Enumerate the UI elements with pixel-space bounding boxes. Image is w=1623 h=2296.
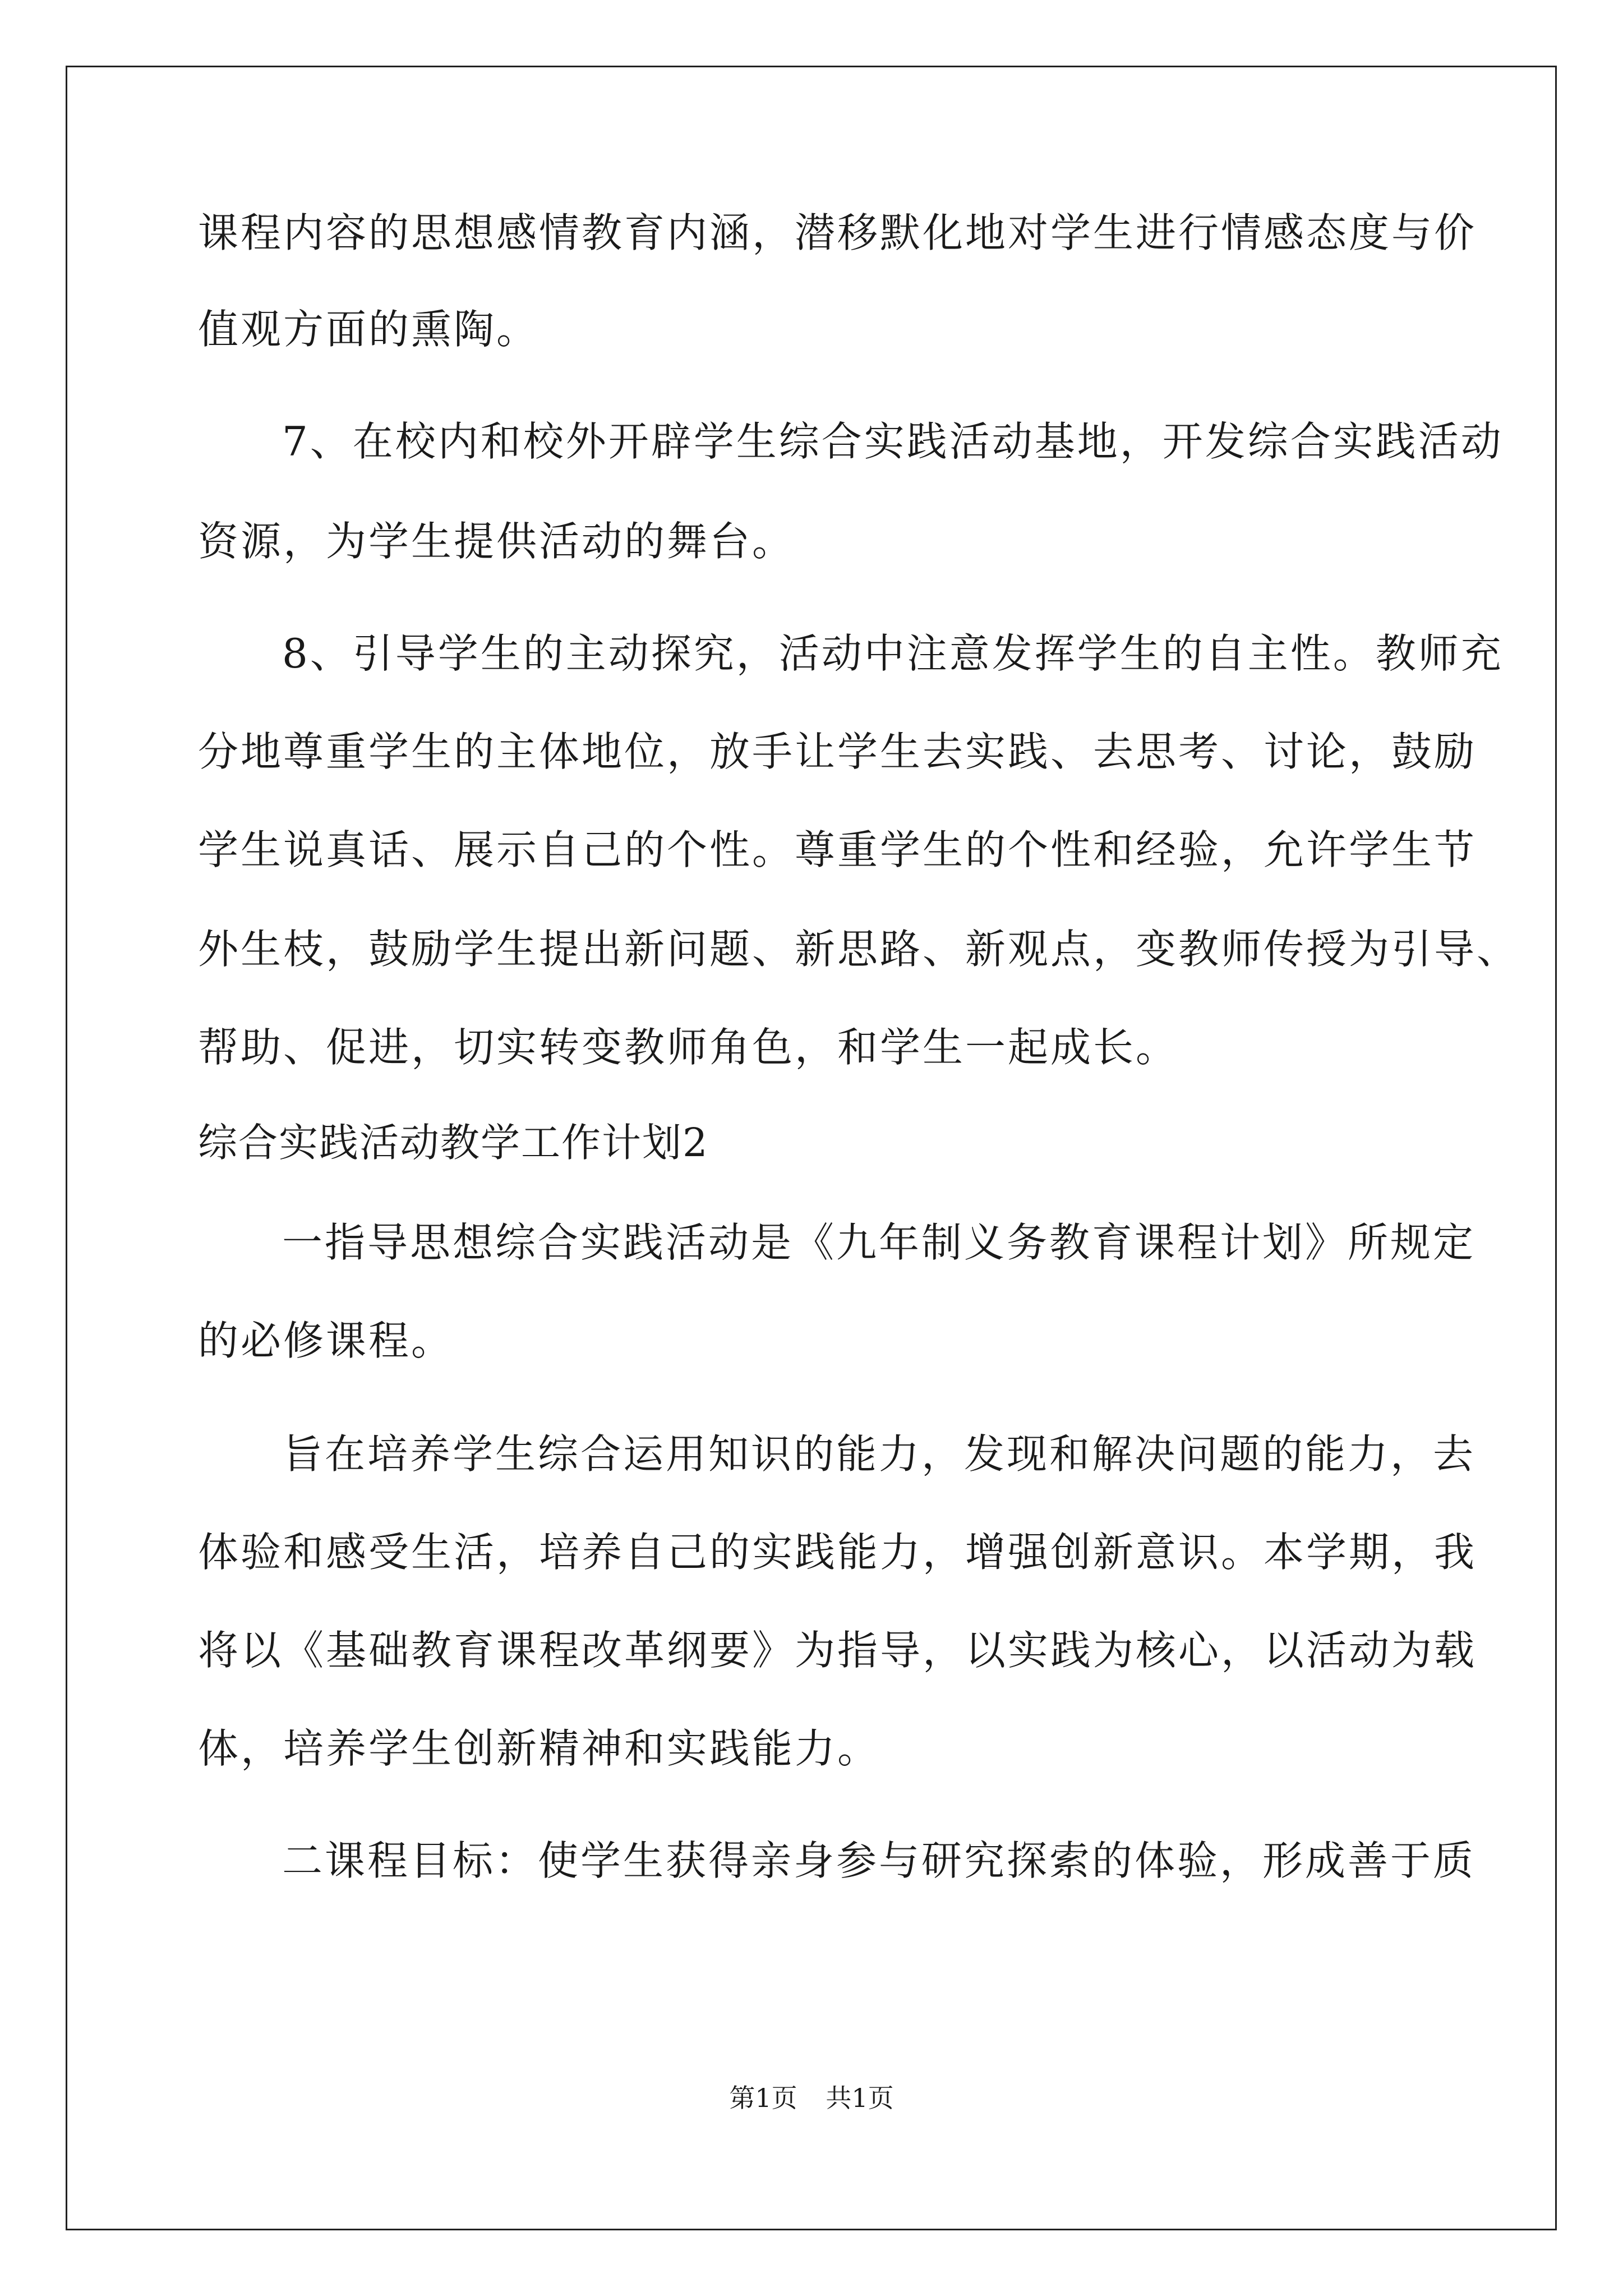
paragraph-line: 课程内容的思想感情教育内涵，潜移默化地对学生进行情感态度与价 [198,209,1477,256]
paragraph-line: 帮助、促进，切实转变教师角色，和学生一起成长。 [198,1024,1179,1071]
page-total: 共1页 [826,2083,894,2113]
paragraph-line: 8、引导学生的主动探究，活动中注意发挥学生的自主性。教师充 [282,630,1504,677]
paragraph-line: 值观方面的熏陶。 [198,306,540,353]
paragraph-line: 的必修课程。 [198,1317,454,1364]
paragraph-line: 体，培养学生创新精神和实践能力。 [198,1725,880,1772]
paragraph-line: 分地尊重学生的主体地位，放手让学生去实践、去思考、讨论，鼓励 [198,728,1477,775]
paragraph-line: 二课程目标：使学生获得亲身参与研究探索的体验，形成善于质 [282,1837,1476,1884]
paragraph-line: 一指导思想综合实践活动是《九年制义务教育课程计划》所规定 [282,1219,1476,1266]
paragraph-line: 学生说真话、展示自己的个性。尊重学生的个性和经验，允许学生节 [198,826,1477,873]
page-footer [0,2081,1623,2115]
paragraph-line: 7、在校内和校外开辟学生综合实践活动基地，开发综合实践活动 [282,418,1504,465]
paragraph-line: 体验和感受生活，培养自己的实践能力，增强创新意识。本学期，我 [198,1529,1477,1576]
paragraph-line: 资源，为学生提供活动的舞台。 [198,518,795,565]
paragraph-line: 旨在培养学生综合运用知识的能力，发现和解决问题的能力，去 [282,1430,1476,1478]
paragraph-line: 外生枝，鼓励学生提出新问题、新思路、新观点，变教师传授为引导、 [198,926,1520,973]
page-number: 第1页 [729,2083,797,2113]
section-heading: 综合实践活动教学工作计划2 [198,1120,709,1166]
paragraph-line: 将以《基础教育课程改革纲要》为指导，以实践为核心，以活动为载 [198,1627,1477,1674]
